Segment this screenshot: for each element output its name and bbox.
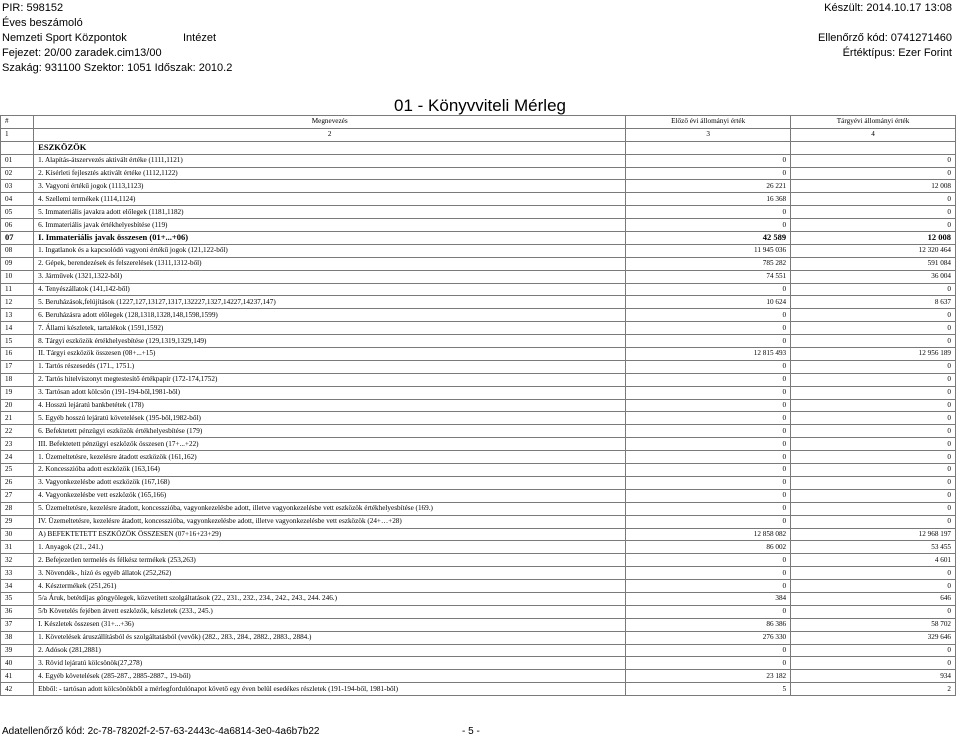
row-prev-value: 23 182 bbox=[626, 670, 791, 683]
table-row bbox=[1, 631, 956, 644]
row-description: A) BEFEKTETETT ESZKÖZÖK ÖSSZESEN (07+16+23+29) bbox=[34, 528, 626, 541]
row-prev-value: 0 bbox=[626, 335, 791, 348]
row-description: 4. Egyéb követelések (285-287., 2885-2887., 19-ből) bbox=[34, 670, 626, 683]
table-row bbox=[1, 348, 956, 361]
table-row bbox=[1, 502, 956, 515]
table-row bbox=[1, 580, 956, 593]
row-number: 34 bbox=[1, 580, 34, 593]
section-v2 bbox=[791, 141, 956, 154]
colnum-1: 1 bbox=[1, 128, 34, 141]
table-row bbox=[1, 438, 956, 451]
row-description: 5. Immateriális javakra adott előlegek (1181,1182) bbox=[34, 206, 626, 219]
row-number: 18 bbox=[1, 373, 34, 386]
row-curr-value: 0 bbox=[791, 515, 956, 528]
table-row bbox=[1, 154, 956, 167]
row-curr-value: 58 702 bbox=[791, 618, 956, 631]
row-number: 04 bbox=[1, 193, 34, 206]
row-number: 07 bbox=[1, 232, 34, 245]
table-row bbox=[1, 309, 956, 322]
row-number: 16 bbox=[1, 348, 34, 361]
row-description: 3. Tartósan adott kölcsön (191-194-ből,1981-ből) bbox=[34, 386, 626, 399]
section-v1 bbox=[626, 141, 791, 154]
header-idx: # bbox=[1, 116, 34, 129]
row-description: 5. Egyéb hosszú lejáratú követelések (195-ből,1982-ből) bbox=[34, 412, 626, 425]
header-curr: Tárgyévi állományi érték bbox=[791, 116, 956, 129]
row-curr-value: 53 455 bbox=[791, 541, 956, 554]
row-description: 6. Befektetett pénzügyi eszközök értékhelyesbítése (179) bbox=[34, 425, 626, 438]
value-type-line: Értéktípus: Ezer Forint bbox=[842, 47, 952, 59]
row-description: 5. Beruházások,felújítások (1227,127,13127,1317,132227,1327,14227,14237,147) bbox=[34, 296, 626, 309]
row-number: 37 bbox=[1, 618, 34, 631]
table-row bbox=[1, 193, 956, 206]
row-prev-value: 384 bbox=[626, 592, 791, 605]
row-curr-value: 646 bbox=[791, 592, 956, 605]
colnum-4: 4 bbox=[791, 128, 956, 141]
table-row bbox=[1, 283, 956, 296]
section-row bbox=[1, 141, 956, 154]
table-row bbox=[1, 425, 956, 438]
table-row bbox=[1, 257, 956, 270]
row-prev-value: 0 bbox=[626, 451, 791, 464]
row-prev-value: 0 bbox=[626, 580, 791, 593]
table-row bbox=[1, 335, 956, 348]
row-curr-value: 0 bbox=[791, 386, 956, 399]
check-code-line: Ellenőrző kód: 0741271460 bbox=[818, 32, 952, 44]
balance-table bbox=[0, 115, 956, 696]
header-prev: Előző évi állományi érték bbox=[626, 116, 791, 129]
row-number: 26 bbox=[1, 476, 34, 489]
row-number: 25 bbox=[1, 464, 34, 477]
row-curr-value: 0 bbox=[791, 373, 956, 386]
table-row bbox=[1, 206, 956, 219]
table-row bbox=[1, 554, 956, 567]
row-number: 24 bbox=[1, 451, 34, 464]
row-prev-value: 16 368 bbox=[626, 193, 791, 206]
row-prev-value: 0 bbox=[626, 489, 791, 502]
row-curr-value: 12 320 464 bbox=[791, 244, 956, 257]
row-description: 2. Tartós hitelviszonyt megtestesítő értékpapír (172-174,1752) bbox=[34, 373, 626, 386]
table-row bbox=[1, 219, 956, 232]
pir-line: PIR: 598152 bbox=[2, 2, 64, 14]
table-row bbox=[1, 412, 956, 425]
table-row bbox=[1, 451, 956, 464]
row-prev-value: 42 589 bbox=[626, 232, 791, 245]
row-description: 5. Üzemeltetésre, kezelésre átadott, koncesszióba, vagyonkezelésbe adott, illetve vagyonkezelésbe vett eszközök értékhelyesbítése (169.) bbox=[34, 502, 626, 515]
row-prev-value: 0 bbox=[626, 154, 791, 167]
table-row bbox=[1, 683, 956, 696]
row-description: 6. Beruházásra adott előlegek (128,1318,1328,148,1598,1599) bbox=[34, 309, 626, 322]
row-description: IV. Üzemeltetésre, kezelésre átadott, koncesszióba, vagyonkezelésbe adott, illetve vagyonkezelésbe vett eszközök (24+…+28) bbox=[34, 515, 626, 528]
table-row bbox=[1, 464, 956, 477]
row-number: 09 bbox=[1, 257, 34, 270]
row-prev-value: 785 282 bbox=[626, 257, 791, 270]
row-curr-value: 329 646 bbox=[791, 631, 956, 644]
row-number: 30 bbox=[1, 528, 34, 541]
row-prev-value: 0 bbox=[626, 373, 791, 386]
table-row bbox=[1, 528, 956, 541]
row-description: 1. Üzemeltetésre, kezelésre átadott eszközök (161,162) bbox=[34, 451, 626, 464]
row-prev-value: 0 bbox=[626, 567, 791, 580]
table-row bbox=[1, 567, 956, 580]
row-description: III. Befektetett pénzügyi eszközök összesen (17+...+22) bbox=[34, 438, 626, 451]
row-prev-value: 10 624 bbox=[626, 296, 791, 309]
row-curr-value: 0 bbox=[791, 605, 956, 618]
row-number: 36 bbox=[1, 605, 34, 618]
table-row bbox=[1, 644, 956, 657]
row-number: 14 bbox=[1, 322, 34, 335]
chapter-line: Fejezet: 20/00 zaradek.cim13/00 bbox=[2, 47, 162, 59]
row-description: 4. Hosszú lejáratú bankbetétek (178) bbox=[34, 399, 626, 412]
data-check-code: Adatellenőrző kód: 2c-78-78202f-2-57-63-2443c-4a6814-3e0-4a6b7b22 bbox=[2, 726, 320, 737]
row-curr-value: 0 bbox=[791, 167, 956, 180]
row-prev-value: 26 221 bbox=[626, 180, 791, 193]
row-prev-value: 0 bbox=[626, 386, 791, 399]
row-description: 5/b Követelés fejében átvett eszközök, készletek (233., 245.) bbox=[34, 605, 626, 618]
row-curr-value: 12 008 bbox=[791, 232, 956, 245]
row-curr-value: 0 bbox=[791, 567, 956, 580]
row-curr-value: 0 bbox=[791, 193, 956, 206]
row-curr-value: 0 bbox=[791, 451, 956, 464]
row-curr-value: 0 bbox=[791, 309, 956, 322]
row-curr-value: 0 bbox=[791, 425, 956, 438]
row-description: 3. Növendék-, hízó és egyéb állatok (252,262) bbox=[34, 567, 626, 580]
table-row bbox=[1, 322, 956, 335]
section-idx bbox=[1, 141, 34, 154]
row-curr-value: 0 bbox=[791, 219, 956, 232]
row-number: 03 bbox=[1, 180, 34, 193]
table-row bbox=[1, 592, 956, 605]
row-curr-value: 8 637 bbox=[791, 296, 956, 309]
row-curr-value: 0 bbox=[791, 657, 956, 670]
row-prev-value: 0 bbox=[626, 605, 791, 618]
row-prev-value: 0 bbox=[626, 554, 791, 567]
row-prev-value: 0 bbox=[626, 425, 791, 438]
table-header-row bbox=[1, 116, 956, 129]
row-number: 02 bbox=[1, 167, 34, 180]
table-row bbox=[1, 515, 956, 528]
page-number: - 5 - bbox=[462, 726, 480, 737]
row-number: 41 bbox=[1, 670, 34, 683]
row-number: 42 bbox=[1, 683, 34, 696]
row-prev-value: 0 bbox=[626, 219, 791, 232]
row-curr-value: 0 bbox=[791, 335, 956, 348]
row-description: II. Tárgyi eszközök összesen (08+...+15) bbox=[34, 348, 626, 361]
row-number: 05 bbox=[1, 206, 34, 219]
row-prev-value: 0 bbox=[626, 360, 791, 373]
row-description: 4. Késztermékek (251,261) bbox=[34, 580, 626, 593]
row-number: 19 bbox=[1, 386, 34, 399]
row-curr-value: 0 bbox=[791, 154, 956, 167]
row-prev-value: 0 bbox=[626, 167, 791, 180]
table-row bbox=[1, 476, 956, 489]
row-prev-value: 0 bbox=[626, 515, 791, 528]
row-prev-value: 0 bbox=[626, 644, 791, 657]
table-row bbox=[1, 541, 956, 554]
footer bbox=[2, 726, 480, 737]
row-number: 20 bbox=[1, 399, 34, 412]
row-number: 22 bbox=[1, 425, 34, 438]
page-title: 01 - Könyvviteli Mérleg bbox=[394, 96, 566, 115]
row-description: 3. Vagyonkezelésbe adott eszközök (167,168) bbox=[34, 476, 626, 489]
row-description: 3. Járművek (1321,1322-ből) bbox=[34, 270, 626, 283]
row-curr-value: 0 bbox=[791, 580, 956, 593]
row-number: 13 bbox=[1, 309, 34, 322]
row-description: 2. Befejezetlen termelés és félkész termékek (253,263) bbox=[34, 554, 626, 567]
row-prev-value: 0 bbox=[626, 399, 791, 412]
row-description: 1. Tartós részesedés (171., 1751.) bbox=[34, 360, 626, 373]
row-description: 1. Ingatlanok és a kapcsolódó vagyoni értékű jogok (121,122-ből) bbox=[34, 244, 626, 257]
row-number: 35 bbox=[1, 592, 34, 605]
row-prev-value: 0 bbox=[626, 502, 791, 515]
row-prev-value: 0 bbox=[626, 309, 791, 322]
colnum-3: 3 bbox=[626, 128, 791, 141]
row-description: 5/a Áruk, betétdíjas göngyölegek, közvetített szolgáltatások (22., 231., 232., 234., 242., 243., 244. 246.) bbox=[34, 592, 626, 605]
row-prev-value: 276 330 bbox=[626, 631, 791, 644]
table-row bbox=[1, 618, 956, 631]
row-number: 01 bbox=[1, 154, 34, 167]
column-number-row bbox=[1, 128, 956, 141]
org-line bbox=[2, 31, 482, 46]
row-curr-value: 0 bbox=[791, 438, 956, 451]
row-prev-value: 0 bbox=[626, 206, 791, 219]
row-curr-value: 12 968 197 bbox=[791, 528, 956, 541]
row-curr-value: 36 004 bbox=[791, 270, 956, 283]
table-row bbox=[1, 605, 956, 618]
row-prev-value: 0 bbox=[626, 283, 791, 296]
row-number: 08 bbox=[1, 244, 34, 257]
row-prev-value: 74 551 bbox=[626, 270, 791, 283]
row-number: 10 bbox=[1, 270, 34, 283]
table-row bbox=[1, 670, 956, 683]
row-number: 40 bbox=[1, 657, 34, 670]
row-description: 2. Adósok (281,2881) bbox=[34, 644, 626, 657]
row-prev-value: 0 bbox=[626, 438, 791, 451]
row-number: 38 bbox=[1, 631, 34, 644]
table-row bbox=[1, 270, 956, 283]
row-description: Ebből: - tartósan adott kölcsönökből a mérlegfordulónapot követő egy éven belül esedékes részletek (191-194-ből, 1981-ből) bbox=[34, 683, 626, 696]
row-prev-value: 86 002 bbox=[626, 541, 791, 554]
row-description: 7. Állami készletek, tartalékok (1591,1592) bbox=[34, 322, 626, 335]
row-number: 29 bbox=[1, 515, 34, 528]
row-number: 12 bbox=[1, 296, 34, 309]
row-number: 27 bbox=[1, 489, 34, 502]
row-number: 17 bbox=[1, 360, 34, 373]
row-curr-value: 12 956 189 bbox=[791, 348, 956, 361]
row-description: 4. Tenyészállatok (141,142-ből) bbox=[34, 283, 626, 296]
report-type: Éves beszámoló bbox=[2, 17, 83, 29]
section-label: ESZKÖZÖK bbox=[34, 141, 626, 154]
row-prev-value: 12 815 493 bbox=[626, 348, 791, 361]
row-number: 15 bbox=[1, 335, 34, 348]
row-curr-value: 0 bbox=[791, 283, 956, 296]
row-number: 31 bbox=[1, 541, 34, 554]
report-header-left bbox=[2, 1, 482, 76]
row-curr-value: 0 bbox=[791, 644, 956, 657]
row-number: 06 bbox=[1, 219, 34, 232]
row-curr-value: 0 bbox=[791, 502, 956, 515]
row-prev-value: 12 858 082 bbox=[626, 528, 791, 541]
row-curr-value: 0 bbox=[791, 464, 956, 477]
row-curr-value: 0 bbox=[791, 476, 956, 489]
row-curr-value: 4 601 bbox=[791, 554, 956, 567]
row-prev-value: 0 bbox=[626, 322, 791, 335]
row-description: 6. Immateriális javak értékhelyesbítése (119) bbox=[34, 219, 626, 232]
row-prev-value: 11 945 036 bbox=[626, 244, 791, 257]
header-desc: Megnevezés bbox=[34, 116, 626, 129]
row-description: 1. Követelések áruszállításból és szolgáltatásból (vevők) (282., 283., 284., 2882., 2883., 2884.) bbox=[34, 631, 626, 644]
row-curr-value: 0 bbox=[791, 489, 956, 502]
report-header-right bbox=[652, 1, 952, 61]
table-row bbox=[1, 244, 956, 257]
org-type: Intézet bbox=[183, 32, 217, 44]
table-row bbox=[1, 296, 956, 309]
row-curr-value: 0 bbox=[791, 412, 956, 425]
row-number: 28 bbox=[1, 502, 34, 515]
row-number: 21 bbox=[1, 412, 34, 425]
row-curr-value: 12 008 bbox=[791, 180, 956, 193]
row-description: 3. Rövid lejáratú kölcsönök(27,278) bbox=[34, 657, 626, 670]
row-prev-value: 0 bbox=[626, 412, 791, 425]
row-description: 2. Gépek, berendezések és felszerelések (1311,1312-ből) bbox=[34, 257, 626, 270]
created-line: Készült: 2014.10.17 13:08 bbox=[824, 2, 952, 14]
row-description: 2. Kísérleti fejlesztés aktivált értéke (1112,1122) bbox=[34, 167, 626, 180]
table-row bbox=[1, 386, 956, 399]
row-prev-value: 0 bbox=[626, 476, 791, 489]
spacer bbox=[652, 16, 952, 31]
row-description: 8. Tárgyi eszközök értékhelyesbítése (129,1319,1329,149) bbox=[34, 335, 626, 348]
row-curr-value: 0 bbox=[791, 206, 956, 219]
row-number: 39 bbox=[1, 644, 34, 657]
row-description: 2. Koncesszióba adott eszközök (163,164) bbox=[34, 464, 626, 477]
row-prev-value: 0 bbox=[626, 464, 791, 477]
row-curr-value: 0 bbox=[791, 322, 956, 335]
row-description: 4. Szellemi termékek (1114,1124) bbox=[34, 193, 626, 206]
table-row bbox=[1, 360, 956, 373]
row-number: 23 bbox=[1, 438, 34, 451]
row-description: 4. Vagyonkezelésbe vett eszközök (165,166) bbox=[34, 489, 626, 502]
table-row bbox=[1, 180, 956, 193]
row-description: I. Immateriális javak összesen (01+...+06) bbox=[34, 232, 626, 245]
row-description: I. Készletek összesen (31+...+36) bbox=[34, 618, 626, 631]
row-curr-value: 2 bbox=[791, 683, 956, 696]
row-description: 3. Vagyoni értékű jogok (1113,1123) bbox=[34, 180, 626, 193]
row-curr-value: 0 bbox=[791, 399, 956, 412]
row-description: 1. Anyagok (21., 241.) bbox=[34, 541, 626, 554]
row-number: 33 bbox=[1, 567, 34, 580]
row-prev-value: 5 bbox=[626, 683, 791, 696]
table-row bbox=[1, 489, 956, 502]
row-number: 11 bbox=[1, 283, 34, 296]
table-row bbox=[1, 373, 956, 386]
row-prev-value: 0 bbox=[626, 657, 791, 670]
row-description: 1. Alapítás-átszervezés aktivált értéke (1111,1121) bbox=[34, 154, 626, 167]
table-row bbox=[1, 167, 956, 180]
org-name: Nemzeti Sport Központok bbox=[2, 32, 127, 44]
row-curr-value: 934 bbox=[791, 670, 956, 683]
row-curr-value: 591 084 bbox=[791, 257, 956, 270]
table-row bbox=[1, 399, 956, 412]
sector-line: Szakág: 931100 Szektor: 1051 Időszak: 2010.2 bbox=[2, 62, 233, 74]
row-curr-value: 0 bbox=[791, 360, 956, 373]
colnum-2: 2 bbox=[34, 128, 626, 141]
table-row bbox=[1, 657, 956, 670]
table-row bbox=[1, 232, 956, 245]
row-prev-value: 86 386 bbox=[626, 618, 791, 631]
row-number: 32 bbox=[1, 554, 34, 567]
